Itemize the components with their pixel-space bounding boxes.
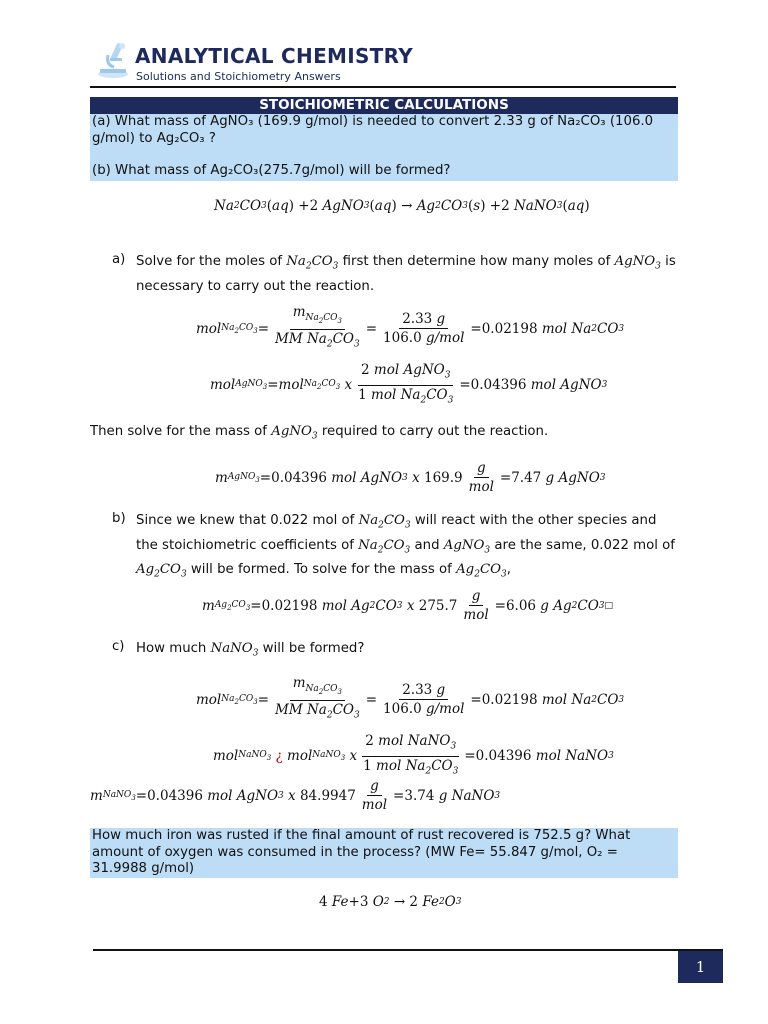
step-b-text: Since we knew that 0.022 mol of $Na_2CO_3$ will react with the other species and the stoichiometric coefficients of $Na_2CO_3$ and AgNO$_3$ are the same, 0.022 mol of $Ag_2CO_3$ will be formed. To solve for the mass of $Ag_2CO_3$, [136,513,675,580]
rust-equation: 4 Fe +3 O 2 → 2 Fe 2 O 3 [319,894,462,910]
step-a-text: Solve for the moles of $Na_2CO_3$ first then determine how many moles of AgNO$_3$ is necessary to carry out the reaction. [136,254,676,294]
question-2-box [90,828,678,878]
section-banner [90,97,678,114]
equation-mass-ag2co3: m $Ag_2CO_3$ = 0.02198 mol Ag 2 CO 3 x 275.7 $\frac{g}{\text{mol}}$ = 6.06 g Ag 2 CO 3 □ [202,588,614,623]
equation-mol-na2co3-repeat: mol $Na_2CO_3$ = $\frac{m_{Na_2CO_3}}{MM Na_2CO_3}$ = $\frac{2.33 g}{\text{106.0 g/mol}}$ = 0.02198 mol Na 2 CO 3 [196,675,625,722]
microscope-icon [96,40,132,80]
question-1b: (b) What mass of Ag₂CO₃(275.7g/mol) will be formed? [92,163,451,178]
question-2-text: How much iron was rusted if the final amount of rust recovered is 752.5 g? What amount of oxygen was consumed in the process? (MW Fe= 55.847 g/mol, O₂ = 31.9988 g/mol) [92,828,631,876]
equation-mass-agno3: m AgNO$_3$ = 0.04396 mol AgNO 3 x 169.9 $\frac{g}{\text{mol}}$ = 7.47 g AgNO 3 [215,460,606,495]
equation-mol-nano3: mol NaNO$_3$ ¿ mol NaNO$_3$ x $\frac{2 mol NaNO_3}{1 mol Na_2CO_3}$ = 0.04396 mol NaNO 3 [213,733,614,777]
footer-rule [93,949,723,951]
equation-mol-na2co3: mol $Na_2CO_3$ = $\frac{m_{Na_2CO_3}}{MM Na_2CO_3}$ = $\frac{2.33 g}{\text{106.0 g/mol}}$ = 0.02198 mol Na 2 CO 3 [196,304,625,351]
question-1-box [90,114,678,181]
step-b-marker: b) [112,511,126,526]
header-logo [96,40,132,80]
header-title: ANALYTICAL CHEMISTRY [135,44,414,68]
header-rule [90,86,676,88]
then-solve-text: Then solve for the mass of AgNO$_3$ required to carry out the reaction. [90,424,549,442]
question-1a: (a) What mass of AgNO₃ (169.9 g/mol) is needed to convert 2.33 g of Na₂CO₃ (106.0 g/mol) to Ag₂CO₃ ? [92,114,654,146]
page-number-box [678,951,723,983]
page-number: 1 [695,958,706,976]
step-a-marker: a) [112,252,126,267]
equation-mol-agno3: mol AgNO$_3$ = mol $Na_2CO_3$ x $\frac{2 mol AgNO_3}{1 mol Na_2CO_3}$ = 0.04396 mol AgNO 3 [210,362,608,406]
reaction-equation: Na 2 CO 3 ( aq ) +2 AgNO 3 ( aq ) → Ag 2 CO 3 ( s ) +2 NaNO 3 ( aq ) [214,198,590,214]
header-subtitle: Solutions and Stoichiometry Answers [136,70,341,83]
step-c-text: How much NaNO$_3$ will be formed? [136,641,365,659]
equation-mass-nano3: m NaNO$_3$ = 0.04396 mol AgNO 3 x 84.9947 $\frac{g}{\text{mol}}$ = 3.74 g NaNO 3 [90,778,501,813]
section-banner-text: STOICHIOMETRIC CALCULATIONS [259,97,509,113]
step-c-marker: c) [112,639,125,654]
